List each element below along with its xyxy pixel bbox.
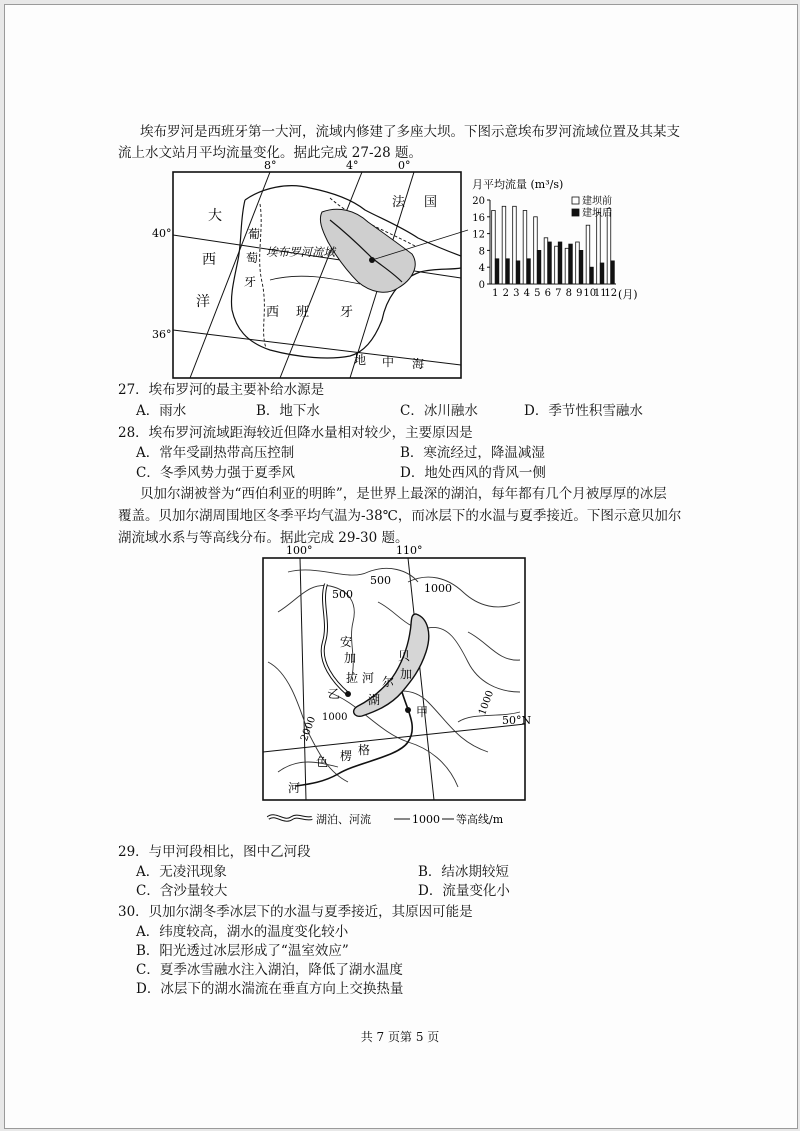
chart-title: 月平均流量 (m³/s) — [472, 178, 564, 191]
lat-40-label: 40° — [152, 227, 172, 240]
q28-option-b[interactable]: B．寒流经过，降温减湿 — [400, 445, 545, 461]
q28-option-c[interactable]: C．冬季风势力强于夏季风 — [136, 465, 295, 481]
chart-bar-before — [576, 242, 580, 284]
chart-bar-after — [495, 259, 499, 284]
q29-option-c[interactable]: C．含沙量较大 — [136, 883, 228, 899]
intro2-line2: 覆盖。贝加尔湖周围地区冬季平均气温为-38℃，而冰层下的水温与夏季接近。下图示意贝加尔 — [118, 508, 682, 524]
chart-x-tick-label: 8 — [565, 288, 572, 299]
q27-option-d[interactable]: D．季节性积雪融水 — [524, 403, 643, 419]
chart-bar-after — [537, 250, 541, 284]
intro2-line3: 湖流域水系与等高线分布。据此完成 29-30 题。 — [118, 530, 409, 546]
ocean-char-2: 西 — [202, 252, 216, 268]
baikal-char-1: 贝 — [398, 649, 411, 663]
chart-bar-before — [586, 225, 590, 284]
contour-label-2: 500 — [332, 588, 353, 601]
chart-bar-before — [502, 206, 506, 284]
chart-bar-before — [523, 211, 527, 285]
chart-bar-after — [590, 267, 594, 284]
map2-legend — [268, 812, 504, 826]
chart-y-tick-label: 0 — [478, 280, 485, 291]
chart-y-tick-label: 16 — [472, 212, 485, 224]
chart-bar-after — [611, 261, 615, 284]
q29-option-b[interactable]: B．结冰期较短 — [418, 864, 509, 880]
selenga-char-3: 楞 — [340, 749, 353, 763]
q29-stem: 29．与甲河段相比，图中乙河段 — [118, 844, 311, 860]
chart-x-tick-label: 11 — [593, 288, 607, 299]
contour-label-5: 2000 — [299, 715, 319, 743]
chart-bar-before — [513, 206, 517, 284]
legend-contour-value: 1000 — [412, 813, 440, 826]
point-yi-label: 乙 — [328, 687, 341, 701]
portugal-char-1: 葡 — [248, 227, 261, 241]
intro1-line1: 埃布罗河是西班牙第一大河，流域内修建了多座大坝。下图示意埃布罗河流域位置及其某支 — [140, 124, 680, 140]
q28-option-a[interactable]: A．常年受副热带高压控制 — [136, 445, 295, 461]
page-footer: 共 7 页第 5 页 — [360, 1030, 440, 1044]
q30-option-d[interactable]: D．冰层下的湖水湍流在垂直方向上交换热量 — [136, 981, 404, 997]
q30-option-b[interactable]: B．阳光透过冰层形成了“温室效应” — [136, 943, 349, 959]
chart-bar-before — [565, 248, 569, 284]
chart-bar-before — [534, 217, 538, 284]
chart-y-tick-label: 8 — [478, 246, 485, 258]
chart-x-tick-label: 10 — [583, 288, 597, 299]
angara-char-3: 拉 — [346, 671, 359, 685]
portugal-char-3: 牙 — [244, 275, 257, 289]
lon-4-label: 4° — [346, 160, 359, 172]
lon-0-label: 0° — [398, 160, 411, 172]
ocean-char-3: 洋 — [196, 294, 210, 310]
ebro-basin-label: 埃布罗河流域 — [266, 245, 335, 259]
legend-lake-river: 湖泊、河流 — [316, 813, 371, 826]
chart-xlabel: (月) — [618, 288, 638, 301]
chart-x-tick-label: 2 — [502, 288, 509, 299]
chart-y-tick-label: 12 — [472, 229, 485, 241]
lon-110-label: 110° — [396, 544, 423, 557]
q27-stem: 27．埃布罗河的最主要补给水源是 — [118, 382, 325, 398]
sea-char-3: 海 — [412, 357, 425, 371]
chart-x-tick-label: 4 — [523, 288, 530, 299]
q27-option-c[interactable]: C．冰川融水 — [400, 403, 478, 419]
chart-bar-after — [527, 259, 531, 284]
q30-option-a[interactable]: A．纬度较高，湖水的温度变化较小 — [136, 924, 349, 940]
chart-bar-before — [544, 238, 548, 284]
chart-legend-swatch — [572, 197, 579, 204]
selenga-char-2: 色 — [316, 755, 329, 769]
chart-bar-after — [569, 244, 573, 284]
spain-char-3: 牙 — [340, 305, 354, 320]
q27-option-b[interactable]: B．地下水 — [256, 403, 320, 419]
sea-char-2: 中 — [382, 355, 395, 369]
angara-char-2: 加 — [344, 651, 357, 665]
chart-x-tick-label: 3 — [513, 288, 520, 299]
q30-stem: 30．贝加尔湖冬季冰层下的水温与夏季接近，其原因可能是 — [118, 904, 473, 920]
q28-stem: 28．埃布罗河流域距海较近但降水量相对较少，主要原因是 — [118, 425, 473, 441]
chart-bar-before — [607, 208, 611, 284]
lon-8-label: 8° — [264, 160, 277, 172]
france-char-1: 法 — [392, 195, 406, 210]
lat-36-label: 36° — [152, 328, 172, 341]
intro1-line2: 流上水文站月平均流量变化。据此完成 27-28 题。 — [118, 145, 422, 161]
flow-chart — [468, 174, 648, 306]
lon-100-label: 100° — [286, 544, 313, 557]
q29-option-a[interactable]: A．无凌汛现象 — [136, 864, 227, 880]
chart-y-tick-label: 20 — [472, 196, 485, 207]
chart-bar-after — [516, 261, 520, 284]
legend-contour: 等高线/m — [456, 813, 504, 826]
baikal-char-4: 湖 — [368, 693, 381, 707]
chart-legend-label: 建坝后 — [582, 208, 612, 219]
point-jia-label: 甲 — [416, 705, 429, 719]
lat-50n-label: 50°N — [502, 714, 532, 727]
selenga-char-1: 河 — [288, 781, 301, 795]
baikal-char-2: 加 — [400, 667, 413, 681]
chart-bar-after — [506, 259, 510, 284]
chart-x-tick-label: 12 — [604, 288, 618, 299]
chart-bar-before — [555, 246, 559, 284]
baikal-char-3: 尔 — [382, 675, 395, 689]
ocean-char-1: 大 — [208, 208, 222, 224]
ebro-map — [150, 160, 470, 390]
chart-x-tick-label: 1 — [492, 288, 499, 299]
contour-label-6: 1000 — [477, 689, 497, 717]
contour-label-1: 500 — [370, 574, 391, 587]
contour-label-3: 1000 — [424, 582, 452, 595]
chart-x-tick-label: 5 — [534, 288, 541, 299]
chart-bar-after — [548, 242, 552, 284]
spain-char-2: 班 — [296, 305, 310, 320]
chart-legend-label: 建坝前 — [582, 196, 612, 207]
contour-label-4: 1000 — [322, 712, 348, 723]
q30-option-c[interactable]: C．夏季冰雪融水注入湖泊，降低了湖水温度 — [136, 962, 403, 978]
angara-char-1: 安 — [340, 635, 353, 649]
spain-char-1: 西 — [266, 305, 280, 320]
portugal-char-2: 萄 — [246, 251, 259, 265]
q27-option-a[interactable]: A．雨水 — [136, 403, 187, 419]
chart-x-tick-label: 7 — [555, 288, 562, 299]
q29-option-d[interactable]: D．流量变化小 — [418, 883, 510, 899]
selenga-char-4: 格 — [358, 743, 371, 757]
chart-bar-before — [492, 211, 496, 285]
chart-x-tick-label: 6 — [544, 288, 551, 299]
chart-bar-after — [600, 263, 604, 284]
intro2-line1: 贝加尔湖被誉为“西伯利亚的明眸”，是世界上最深的湖泊，每年都有几个月被厚厚的冰层 — [140, 486, 667, 502]
chart-y-tick-label: 4 — [478, 263, 485, 275]
chart-x-tick-label: 9 — [576, 288, 583, 299]
chart-bar-before — [597, 213, 601, 284]
sea-char-1: 地 — [354, 353, 367, 367]
q28-option-d[interactable]: D．地处西风的背风一侧 — [400, 465, 546, 481]
chart-legend-swatch — [572, 209, 579, 216]
baikal-map — [258, 542, 543, 832]
chart-bar-after — [558, 242, 562, 284]
france-char-2: 国 — [424, 195, 438, 210]
angara-char-4: 河 — [362, 671, 375, 685]
chart-bar-after — [579, 250, 583, 284]
